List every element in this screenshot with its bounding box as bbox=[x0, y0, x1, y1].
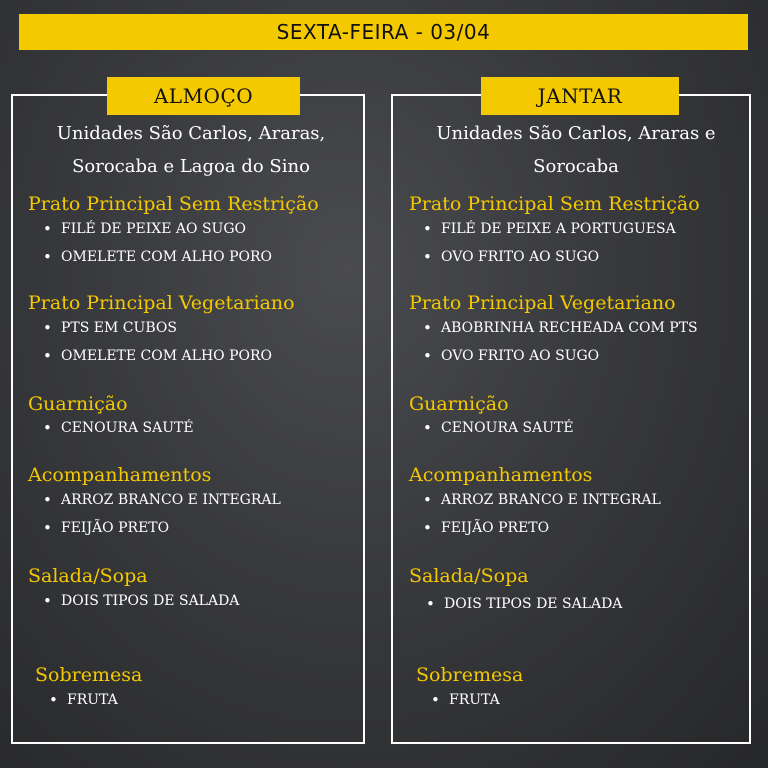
lunch-section-title: Guarnição bbox=[28, 393, 128, 415]
lunch-menu-item: • FILÉ DE PEIXE AO SUGO bbox=[61, 221, 246, 237]
lunch-units-line1: Unidades São Carlos, Araras, bbox=[56, 123, 326, 144]
dinner-menu-item: • FILÉ DE PEIXE A PORTUGUESA bbox=[441, 221, 676, 237]
dinner-section-title: Guarnição bbox=[409, 393, 509, 415]
dinner-units-line1: Unidades São Carlos, Araras e bbox=[436, 123, 716, 144]
dinner-menu-item: • ABOBRINHA RECHEADA COM PTS bbox=[441, 320, 698, 336]
lunch-menu-item: • CENOURA SAUTÉ bbox=[61, 420, 194, 436]
dinner-section-title: Prato Principal Sem Restrição bbox=[409, 193, 700, 215]
lunch-menu-item: • FRUTA bbox=[67, 692, 118, 708]
dinner-section-title: Salada/Sopa bbox=[409, 565, 529, 587]
dinner-menu-item: • OVO FRITO AO SUGO bbox=[441, 348, 599, 364]
lunch-units-line2: Sorocaba e Lagoa do Sino bbox=[72, 156, 310, 177]
lunch-menu-item: • ARROZ BRANCO E INTEGRAL bbox=[61, 492, 281, 508]
lunch-tag: ALMOÇO bbox=[107, 77, 300, 115]
lunch-section-title: Salada/Sopa bbox=[28, 565, 148, 587]
lunch-section-title: Acompanhamentos bbox=[28, 464, 212, 486]
date-banner: SEXTA-FEIRA - 03/04 bbox=[19, 14, 748, 50]
dinner-menu-item: • FEIJÃO PRETO bbox=[441, 520, 549, 536]
lunch-menu-item: • DOIS TIPOS DE SALADA bbox=[61, 593, 239, 609]
lunch-menu-item: • OMELETE COM ALHO PORO bbox=[61, 348, 272, 364]
lunch-units bbox=[22, 117, 360, 183]
dinner-menu-item: • DOIS TIPOS DE SALADA bbox=[444, 596, 622, 612]
lunch-menu-item: • OMELETE COM ALHO PORO bbox=[61, 249, 272, 265]
lunch-panel bbox=[11, 94, 365, 744]
dinner-section-title: Sobremesa bbox=[416, 664, 524, 686]
lunch-menu-item: • PTS EM CUBOS bbox=[61, 320, 177, 336]
dinner-panel bbox=[391, 94, 751, 744]
dinner-menu-item: • OVO FRITO AO SUGO bbox=[441, 249, 599, 265]
dinner-section-title: Acompanhamentos bbox=[409, 464, 593, 486]
dinner-menu-item: • ARROZ BRANCO E INTEGRAL bbox=[441, 492, 661, 508]
lunch-section-title: Prato Principal Vegetariano bbox=[28, 292, 295, 314]
dinner-units-line2: Sorocaba bbox=[533, 156, 619, 177]
lunch-section-title: Prato Principal Sem Restrição bbox=[28, 193, 319, 215]
lunch-menu-item: • FEIJÃO PRETO bbox=[61, 520, 169, 536]
dinner-menu-item: • FRUTA bbox=[449, 692, 500, 708]
dinner-section-title: Prato Principal Vegetariano bbox=[409, 292, 676, 314]
lunch-section-title: Sobremesa bbox=[35, 664, 143, 686]
dinner-menu-item: • CENOURA SAUTÉ bbox=[441, 420, 574, 436]
dinner-units bbox=[401, 117, 751, 183]
dinner-tag: JANTAR bbox=[481, 77, 679, 115]
